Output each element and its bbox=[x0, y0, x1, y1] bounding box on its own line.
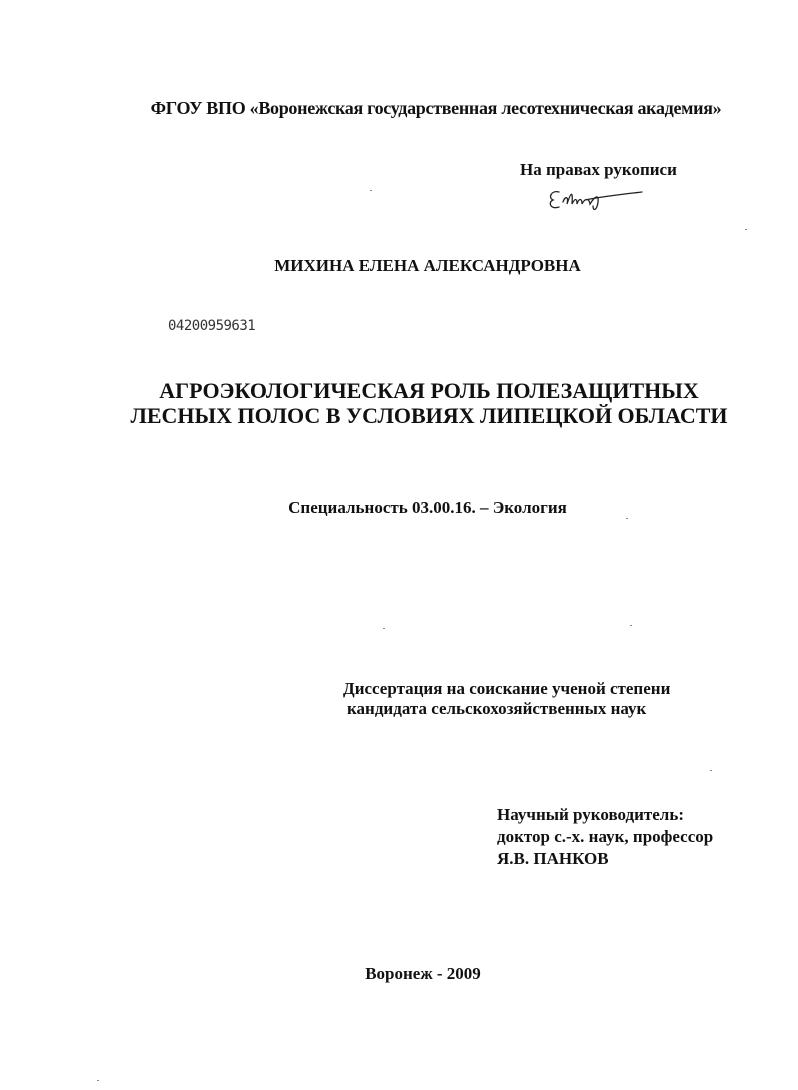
manuscript-rights-note: На правах рукописи bbox=[520, 160, 677, 179]
degree-line: кандидата сельскохозяйственных наук bbox=[347, 699, 647, 718]
author-signature bbox=[545, 184, 645, 214]
scientific-advisor bbox=[497, 804, 713, 870]
scan-speck bbox=[97, 1080, 99, 1081]
author-name: МИХИНА ЕЛЕНА АЛЕКСАНДРОВНА bbox=[274, 256, 581, 275]
scan-speck bbox=[626, 518, 628, 519]
scan-speck bbox=[710, 770, 712, 771]
advisor-name: Я.В. ПАНКОВ bbox=[497, 849, 609, 868]
title-line: АГРОЭКОЛОГИЧЕСКАЯ РОЛЬ ПОЛЕЗАЩИТНЫХ bbox=[159, 378, 699, 403]
specialty: Специальность 03.00.16. – Экология bbox=[288, 498, 567, 517]
catalog-number: 04200959631 bbox=[168, 318, 256, 334]
scan-speck bbox=[383, 628, 385, 629]
advisor-degree: доктор с.-х. наук, профессор bbox=[497, 827, 714, 846]
scan-speck bbox=[370, 190, 372, 191]
degree-line: Диссертация на соискание ученой степени bbox=[343, 679, 671, 698]
degree-statement bbox=[343, 679, 670, 719]
scan-speck bbox=[745, 229, 747, 230]
institution-name: ФГОУ ВПО «Воронежская государственная лесотехническая академия» bbox=[150, 98, 722, 118]
title-line: ЛЕСНЫХ ПОЛОС В УСЛОВИЯХ ЛИПЕЦКОЙ ОБЛАСТИ bbox=[130, 403, 728, 428]
advisor-label: Научный руководитель: bbox=[497, 805, 684, 824]
scan-speck bbox=[630, 625, 632, 626]
dissertation-title bbox=[0, 378, 798, 428]
city-year: Воронеж - 2009 bbox=[365, 964, 481, 983]
